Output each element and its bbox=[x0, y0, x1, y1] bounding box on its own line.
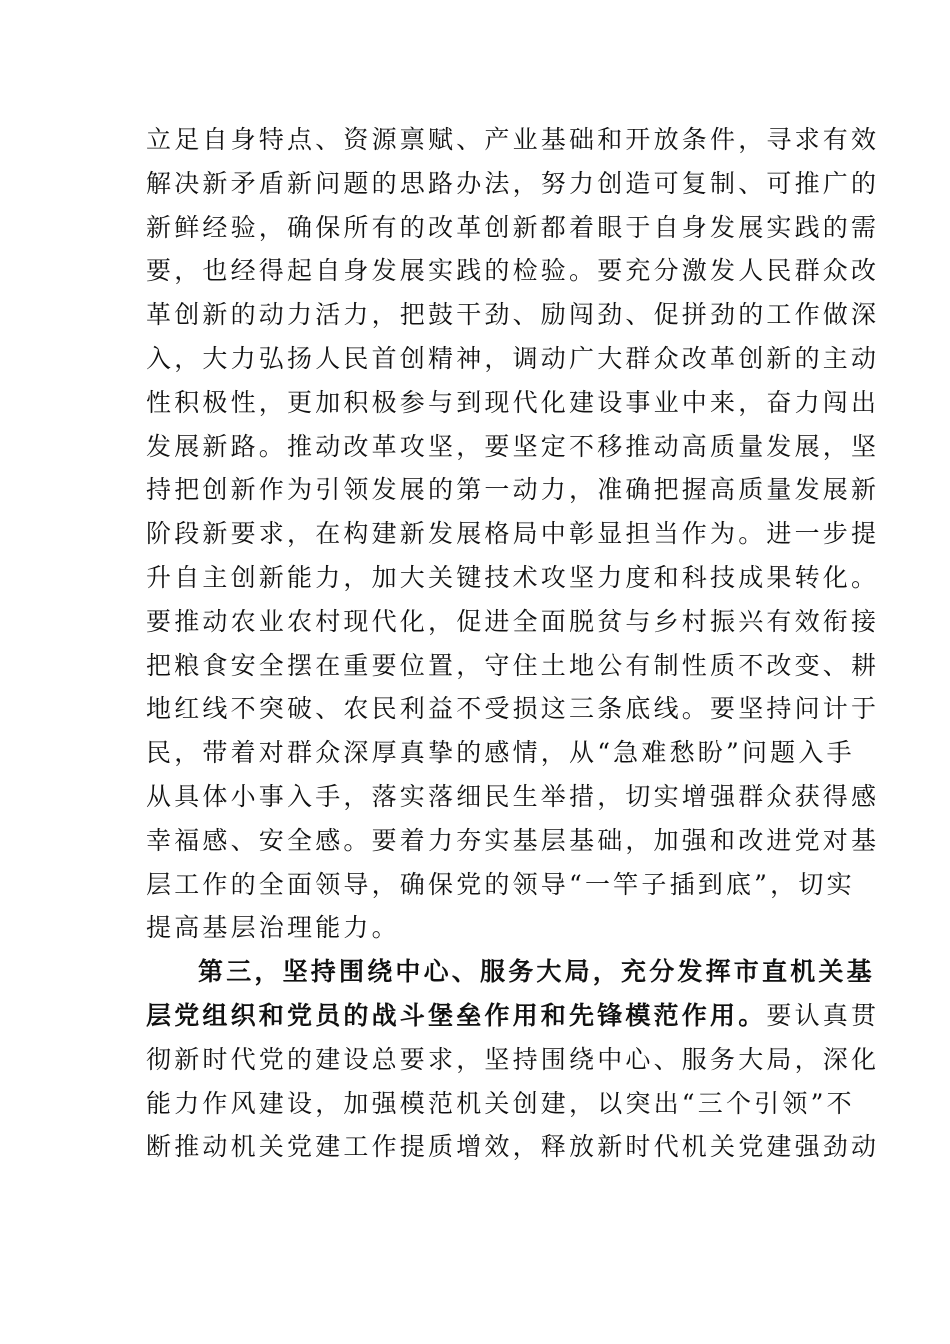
text-line: 把粮食安全摆在重要位置，守住土地公有制性质不改变、耕 bbox=[146, 650, 880, 680]
text-line: 发展新路。推动改革攻坚，要坚定不移推动高质量发展，坚 bbox=[146, 431, 880, 461]
text-line: 要推动农业农村现代化，促进全面脱贫与乡村振兴有效衔接 bbox=[146, 606, 880, 636]
text-line: 提高基层治理能力。 bbox=[146, 913, 400, 943]
text-line: 地红线不突破、农民利益不受损这三条底线。要坚持问计于 bbox=[146, 694, 880, 724]
text-line: 立足自身特点、资源禀赋、产业基础和开放条件，寻求有效 bbox=[146, 125, 880, 154]
text-line: 解决新矛盾新问题的思路办法，努力创造可复制、可推广的 bbox=[146, 168, 880, 198]
paragraph-1 bbox=[146, 118, 880, 950]
text-line: 层工作的全面领导，确保党的领导“一竿子插到底”，切实 bbox=[146, 869, 855, 899]
text-line: 新鲜经验，确保所有的改革创新都着眼于自身发展实践的需 bbox=[146, 212, 880, 242]
text-line: 能力作风建设，加强模范机关创建，以突出“三个引领”不 bbox=[146, 1088, 855, 1118]
mixed-line bbox=[146, 994, 880, 1038]
text-line: 从具体小事入手，落实落细民生举措，切实增强群众获得感 bbox=[146, 781, 880, 811]
text-line: 持把创新作为引领发展的第一动力，准确把握高质量发展新 bbox=[146, 475, 880, 505]
text-line: 升自主创新能力，加大关键技术攻坚力度和科技成果转化。 bbox=[146, 562, 880, 592]
paragraph-2 bbox=[146, 950, 880, 1169]
text-line: 彻新时代党的建设总要求，坚持围绕中心、服务大局，深化 bbox=[146, 1044, 880, 1074]
text-line: 要，也经得起自身发展实践的检验。要充分激发人民群众改 bbox=[146, 256, 880, 286]
heading-line: 第三，坚持围绕中心、服务大局，充分发挥市直机关基 bbox=[198, 957, 875, 987]
text-line: 革创新的动力活力，把鼓干劲、励闯劲、促拼劲的工作做深 bbox=[146, 300, 880, 330]
heading-line-end: 层党组织和党员的战斗堡垒作用和先锋模范作用。 bbox=[146, 1000, 767, 1030]
text-line: 阶段新要求，在构建新发展格局中彰显担当作为。进一步提 bbox=[146, 519, 880, 549]
document-body bbox=[146, 118, 880, 1169]
text-line: 性积极性，更加积极参与到现代化建设事业中来，奋力闯出 bbox=[146, 387, 880, 417]
text-line: 断推动机关党建工作提质增效，释放新时代机关党建强劲动 bbox=[146, 1132, 880, 1162]
text-line: 民，带着对群众深厚真挚的感情，从“急难愁盼”问题入手 bbox=[146, 738, 855, 768]
text-line: 幸福感、安全感。要着力夯实基层基础，加强和改进党对基 bbox=[146, 825, 880, 855]
text-span: 要认真贯 bbox=[766, 1000, 880, 1030]
text-line: 入，大力弘扬人民首创精神，调动广大群众改革创新的主动 bbox=[146, 343, 880, 373]
